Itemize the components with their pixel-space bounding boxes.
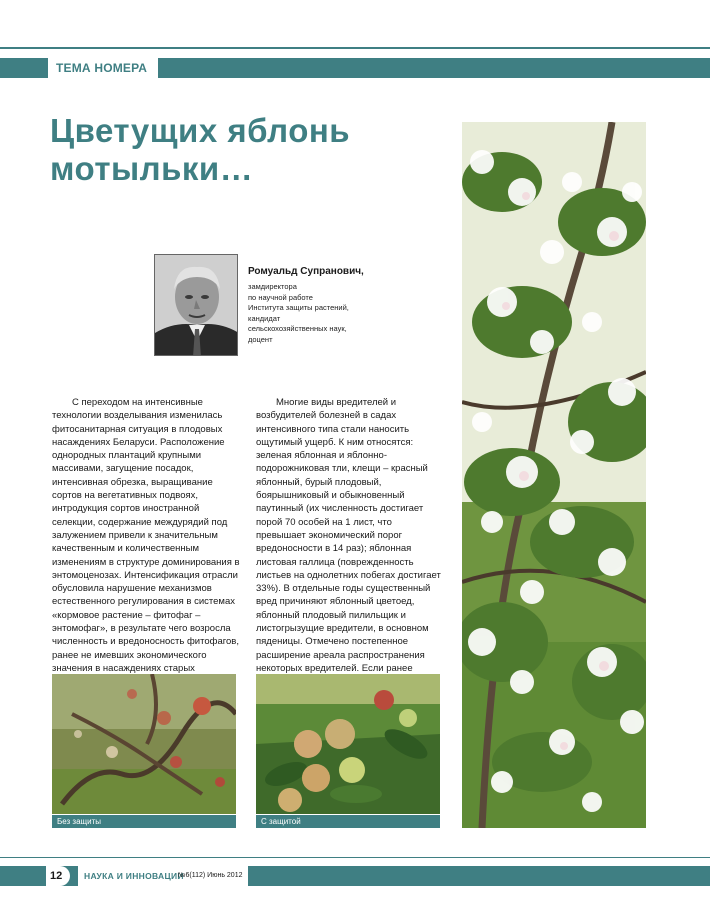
author-role-line: доцент [248, 334, 273, 344]
headline-line-1: Цветущих яблонь [50, 112, 351, 149]
caption-no-protection: Без защиты [52, 815, 236, 828]
author-role-line: замдиректора [248, 282, 297, 291]
paragraph: С переходом на интенсивные технологии возделывания изменилась фитосанитарная ситуация в плодовых насаждениях Беларуси. Расположение однородных плантаций крупными массивами, загущение посадок, интенсивная обрезка, выращивание сортов на вегетативных подвоях, интродукция сортов иностранной селекции, содержание междурядий под залужением привели к значительным качественным и количественным изменениям в структуре доминирования в энтомоценозах. Интенсификация отрасли обусловила нарушение механизмов естественного регулирования в системах «кормовое растение – фитофаг – энтомофаг», в результате чего возросла численность и вредоносность фитофагов, ранее не имевших экономического значения в насаждениях старых [52, 397, 240, 674]
section-bar-left-block [0, 58, 48, 78]
journal-title: НАУКА И ИННОВАЦИИ [84, 871, 184, 881]
section-header-bar [0, 58, 710, 78]
page-number: 12 [50, 870, 63, 882]
author-role-line: кандидат [248, 313, 281, 323]
author-name: Ромуальд Супранович, [248, 266, 364, 277]
section-bar-right-block [158, 58, 710, 78]
photo-protected-apples [256, 674, 440, 814]
author-role [248, 282, 438, 345]
article-column-left [52, 396, 242, 689]
photo-blooming-apple-tree [462, 122, 646, 828]
top-rule [0, 47, 710, 49]
author-info [248, 266, 438, 345]
photo-unprotected-apples [52, 674, 236, 814]
paragraph: Многие виды вредителей и возбудителей болезней в садах интенсивного типа стали наносить ощутимый ущерб. К ним относятся: зеленая яблонная и яблонно-подорожниковая тли, клещи – красный яблонный, бурый плодовый, боярышниковый и обыкновенный паутинный (их численность достигает порой 70 особей на 1 лист, что превышает экономический порог вредоносности в 14 раз); яблонная листовая галлица (поврежденность листьев на однолетних побегах достигает 33%). В отдельные годы существенный вред причиняют яблонный цветоед, яблонный плодовый пилильщик и листогрызущие вредители, в основном пяденицы. Отмечено постепенное расширение ареала распространения некоторых вредителей. Если ранее [256, 397, 441, 674]
article-headline [50, 112, 450, 188]
author-role-line: сельскохозяйственных наук, [248, 324, 347, 333]
issue-info: №6(112) Июнь 2012 [178, 872, 243, 879]
author-role-line: Института защиты растений, [248, 303, 349, 312]
caption-with-protection: С защитой [256, 815, 440, 828]
article-column-right [256, 396, 442, 715]
author-role-line: по научной работе [248, 292, 313, 302]
section-label: ТЕМА НОМЕРА [48, 58, 156, 78]
bottom-rule [0, 857, 710, 858]
author-portrait [154, 254, 238, 356]
headline-line-2: мотыльки… [50, 150, 254, 187]
